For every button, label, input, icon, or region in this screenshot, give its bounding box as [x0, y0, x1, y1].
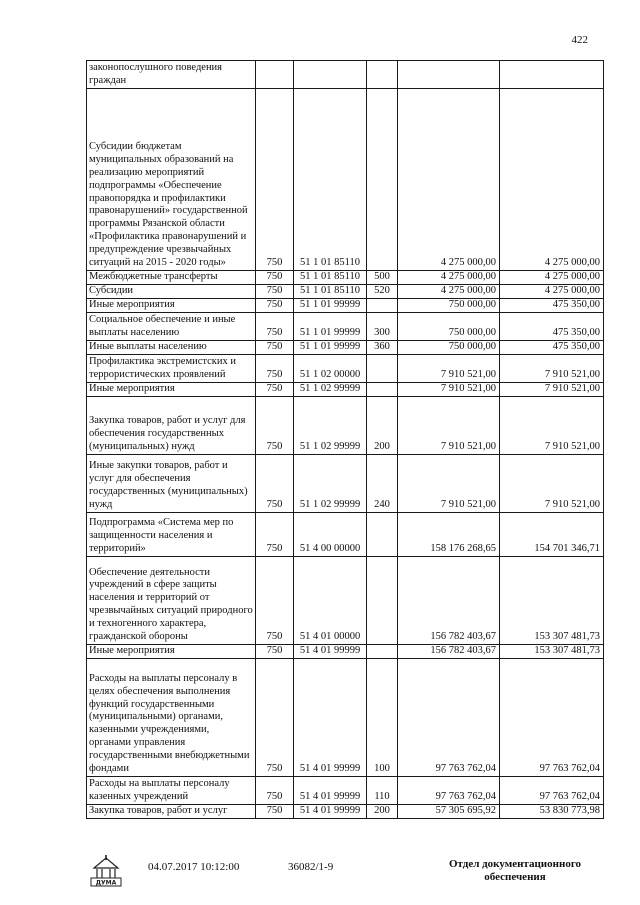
table-row: [87, 341, 604, 355]
row-name: Иные мероприятия: [87, 645, 256, 659]
table-row: [87, 659, 604, 777]
row-vr: [367, 355, 398, 383]
table-row: [87, 299, 604, 313]
row-name: Расходы на выплаты персоналу казенных учреждений: [87, 777, 256, 805]
row-name: законопослушного поведения граждан: [87, 61, 256, 89]
row-sum-2018: 7 910 521,00: [398, 383, 500, 397]
row-ved: 750: [256, 383, 294, 397]
row-sum-2019: 97 763 762,04: [500, 777, 604, 805]
page-number: 422: [571, 34, 588, 46]
row-csr: 51 1 01 99999: [294, 299, 367, 313]
row-csr: 51 1 01 99999: [294, 313, 367, 341]
row-csr: 51 4 01 99999: [294, 645, 367, 659]
table-row: [87, 455, 604, 513]
row-sum-2019: 153 307 481,73: [500, 645, 604, 659]
table-row: [87, 397, 604, 455]
row-csr: 51 1 01 85110: [294, 285, 367, 299]
row-sum-2019: 475 350,00: [500, 313, 604, 341]
row-sum-2019: 7 910 521,00: [500, 355, 604, 383]
footer-date: 04.07.2017 10:12:00: [148, 861, 240, 873]
row-sum-2019: 475 350,00: [500, 341, 604, 355]
row-ved: 750: [256, 645, 294, 659]
row-sum-2019: 4 275 000,00: [500, 89, 604, 271]
row-csr: 51 4 01 99999: [294, 805, 367, 819]
row-sum-2019: 97 763 762,04: [500, 659, 604, 777]
table-row: [87, 271, 604, 285]
row-sum-2018: 7 910 521,00: [398, 397, 500, 455]
row-name: Иные закупки товаров, работ и услуг для обеспечения государственных (муниципальных) нужд: [87, 455, 256, 513]
table-row: [87, 383, 604, 397]
row-vr: 110: [367, 777, 398, 805]
row-vr: 520: [367, 285, 398, 299]
row-sum-2018: 7 910 521,00: [398, 355, 500, 383]
row-csr: 51 4 01 99999: [294, 659, 367, 777]
row-ved: 750: [256, 557, 294, 645]
row-name: Профилактика экстремистских и террористических проявлений: [87, 355, 256, 383]
footer-dept-line1: Отдел документационного: [448, 858, 582, 870]
row-vr: [367, 513, 398, 557]
table-row: [87, 61, 604, 89]
row-name: Обеспечение деятельности учреждений в сфере защиты населения и территорий от чрезвычайных ситуаций природного и техногенного характера, гражданской обороны: [87, 557, 256, 645]
row-vr: 200: [367, 397, 398, 455]
row-vr: [367, 89, 398, 271]
row-csr: 51 1 02 00000: [294, 355, 367, 383]
footer-doc-number: 36082/1-9: [288, 861, 334, 873]
row-ved: 750: [256, 455, 294, 513]
row-vr: [367, 61, 398, 89]
footer-dept-line2: обеспечения: [484, 871, 546, 883]
row-sum-2019: 4 275 000,00: [500, 285, 604, 299]
row-ved: 750: [256, 285, 294, 299]
row-name: Иные выплаты населению: [87, 341, 256, 355]
row-csr: 51 4 01 00000: [294, 557, 367, 645]
table-row: [87, 557, 604, 645]
row-vr: 240: [367, 455, 398, 513]
row-vr: 500: [367, 271, 398, 285]
row-ved: 750: [256, 397, 294, 455]
row-name: Субсидии: [87, 285, 256, 299]
row-ved: 750: [256, 89, 294, 271]
row-csr: [294, 61, 367, 89]
table-row: [87, 285, 604, 299]
row-sum-2018: 156 782 403,67: [398, 645, 500, 659]
row-name: Иные мероприятия: [87, 299, 256, 313]
row-sum-2018: 4 275 000,00: [398, 89, 500, 271]
row-vr: 100: [367, 659, 398, 777]
row-vr: [367, 557, 398, 645]
row-sum-2019: 153 307 481,73: [500, 557, 604, 645]
row-sum-2019: [500, 61, 604, 89]
row-sum-2018: [398, 61, 500, 89]
row-ved: 750: [256, 513, 294, 557]
row-ved: 750: [256, 659, 294, 777]
row-name: Закупка товаров, работ и услуг для обеспечения государственных (муниципальных) нужд: [87, 397, 256, 455]
row-sum-2018: 97 763 762,04: [398, 777, 500, 805]
row-sum-2018: 750 000,00: [398, 299, 500, 313]
duma-logo-icon: [88, 854, 124, 888]
row-csr: 51 1 01 85110: [294, 271, 367, 285]
row-ved: 750: [256, 313, 294, 341]
row-vr: 200: [367, 805, 398, 819]
row-sum-2018: 158 176 268,65: [398, 513, 500, 557]
row-vr: 300: [367, 313, 398, 341]
table-row: [87, 513, 604, 557]
row-vr: 360: [367, 341, 398, 355]
row-ved: 750: [256, 355, 294, 383]
row-name: Подпрограмма «Система мер по защищенности населения и территорий»: [87, 513, 256, 557]
row-name: Субсидии бюджетам муниципальных образований на реализацию мероприятий подпрограммы «Обеспечение правопорядка и профилактики правонарушений» государственной программы Рязанской области «Профилактика правонарушений и предупреждение чрезвычайных ситуаций на 2015 - 2020 годы»: [87, 89, 256, 271]
row-sum-2018: 4 275 000,00: [398, 271, 500, 285]
row-sum-2019: 7 910 521,00: [500, 383, 604, 397]
row-vr: [367, 299, 398, 313]
row-csr: 51 1 02 99999: [294, 455, 367, 513]
row-sum-2019: 154 701 346,71: [500, 513, 604, 557]
page-footer: [0, 854, 640, 898]
table-row: [87, 777, 604, 805]
row-csr: 51 1 01 85110: [294, 89, 367, 271]
row-sum-2019: 7 910 521,00: [500, 455, 604, 513]
budget-table: [86, 60, 604, 819]
row-sum-2019: 53 830 773,98: [500, 805, 604, 819]
row-csr: 51 4 01 99999: [294, 777, 367, 805]
row-sum-2018: 750 000,00: [398, 313, 500, 341]
row-sum-2019: 4 275 000,00: [500, 271, 604, 285]
row-ved: 750: [256, 271, 294, 285]
row-sum-2019: 7 910 521,00: [500, 397, 604, 455]
row-sum-2018: 156 782 403,67: [398, 557, 500, 645]
row-ved: 750: [256, 777, 294, 805]
row-ved: 750: [256, 805, 294, 819]
row-csr: 51 1 02 99999: [294, 383, 367, 397]
table-row: [87, 645, 604, 659]
row-name: Закупка товаров, работ и услуг: [87, 805, 256, 819]
row-name: Иные мероприятия: [87, 383, 256, 397]
row-sum-2018: 7 910 521,00: [398, 455, 500, 513]
row-csr: 51 4 00 00000: [294, 513, 367, 557]
footer-department: [430, 858, 600, 884]
row-ved: 750: [256, 341, 294, 355]
logo-text: ДУМА: [95, 879, 117, 887]
row-name: Социальное обеспечение и иные выплаты населению: [87, 313, 256, 341]
row-vr: [367, 383, 398, 397]
row-csr: 51 1 02 99999: [294, 397, 367, 455]
row-sum-2018: 750 000,00: [398, 341, 500, 355]
row-ved: 750: [256, 299, 294, 313]
row-sum-2019: 475 350,00: [500, 299, 604, 313]
row-sum-2018: 97 763 762,04: [398, 659, 500, 777]
row-name: Расходы на выплаты персоналу в целях обеспечения выполнения функций государственными (муниципальными) органами, казенными учреждениями, органами управления государственными внебюджетными фондами: [87, 659, 256, 777]
row-sum-2018: 57 305 695,92: [398, 805, 500, 819]
row-vr: [367, 645, 398, 659]
table-row: [87, 355, 604, 383]
row-ved: [256, 61, 294, 89]
table-row: [87, 313, 604, 341]
table-row: [87, 89, 604, 271]
row-name: Межбюджетные трансферты: [87, 271, 256, 285]
row-sum-2018: 4 275 000,00: [398, 285, 500, 299]
table-row: [87, 805, 604, 819]
row-csr: 51 1 01 99999: [294, 341, 367, 355]
